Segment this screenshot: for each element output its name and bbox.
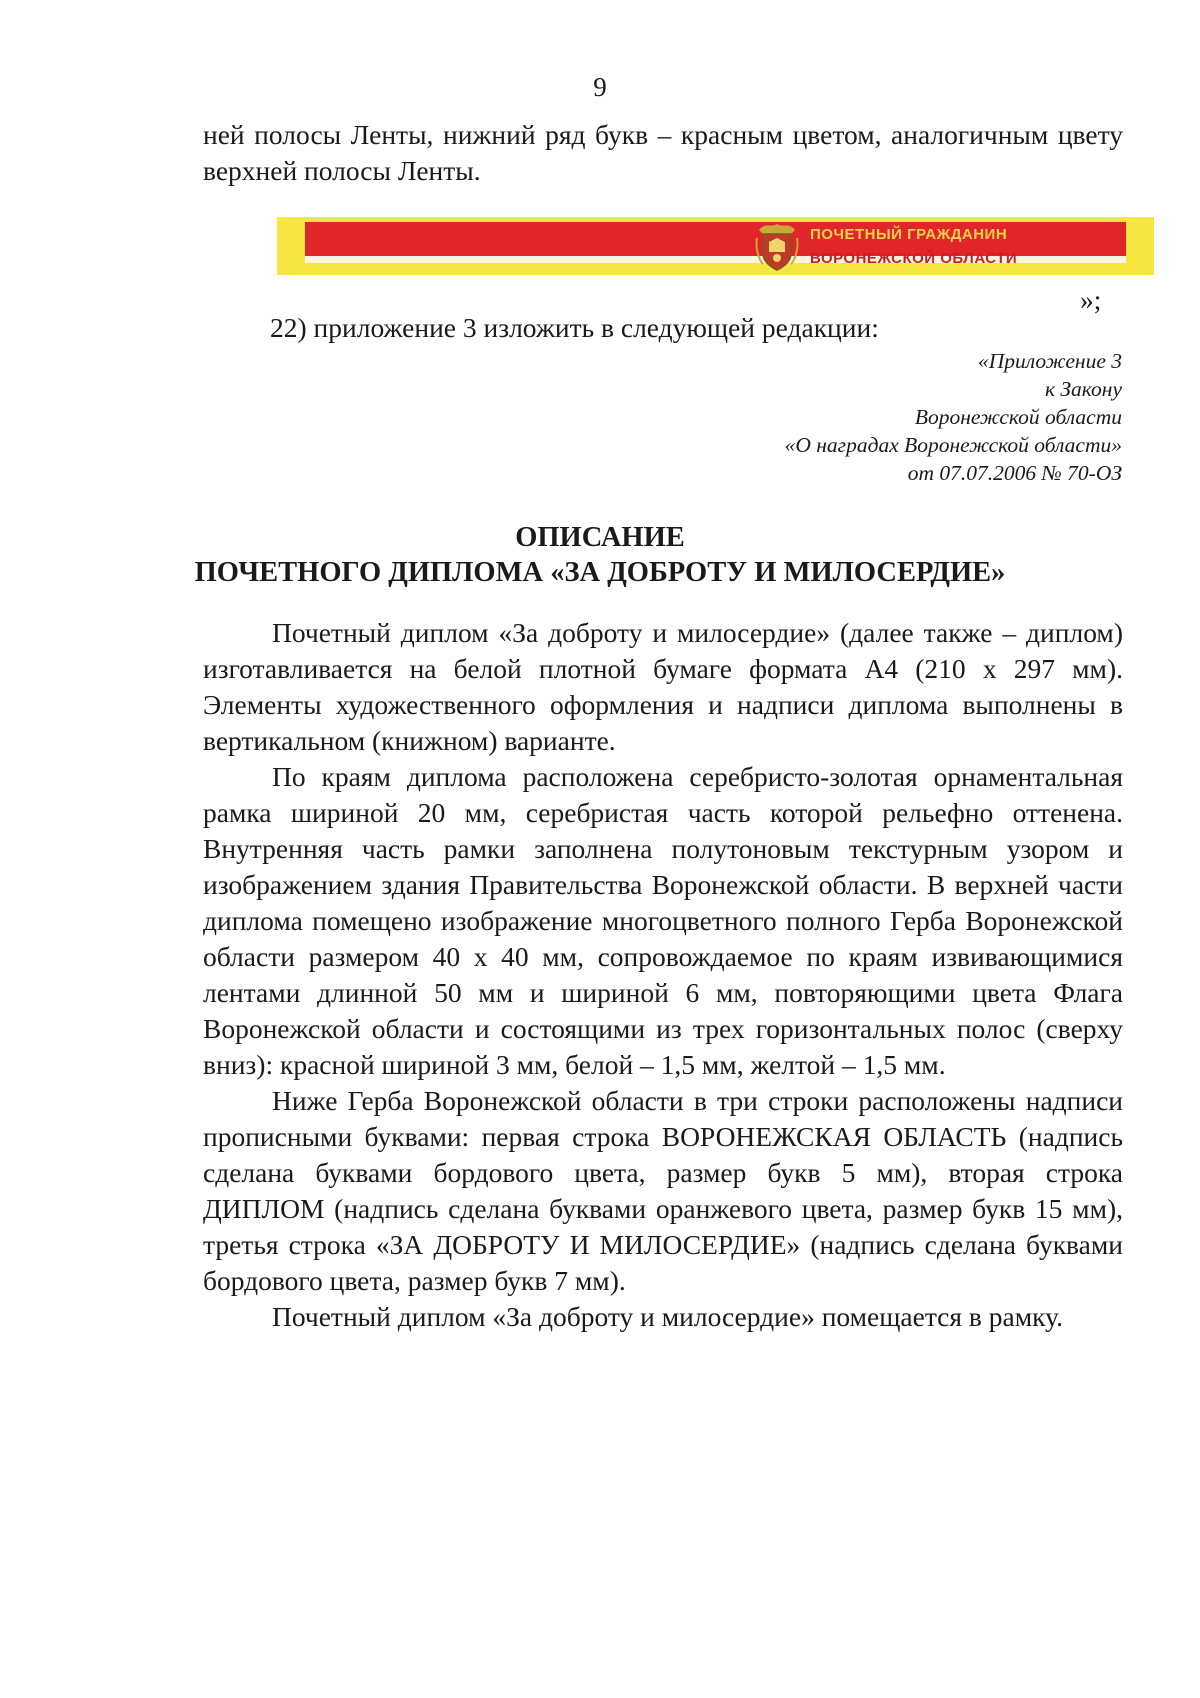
closing-quote: »; — [1080, 284, 1102, 315]
body-paragraph: Ниже Герба Воронежской области в три строки расположены надписи прописными буквами: первая строка ВОРОНЕЖСКАЯ ОБЛАСТЬ (надпись сделана буквами бордового цвета, размер букв 5 мм), вторая строка ДИПЛОМ (надпись сделана буквами оранжевого цвета, размер букв 15 мм), третья строка «ЗА ДОБРОТУ И МИЛОСЕРДИЕ» (надпись сделана буквами бордового цвета, размер букв 7 мм). — [203, 1085, 1123, 1296]
heading-line: ОПИСАНИЕ — [515, 522, 685, 553]
body-paragraph: Почетный диплом «За доброту и милосердие» помещается в рамку. — [272, 1301, 1063, 1332]
appendix-reference — [785, 347, 1122, 487]
appendix-ref-line: «Приложение 3 — [978, 349, 1122, 373]
section-heading — [0, 520, 1200, 590]
ribbon-title-line1: ПОЧЕТНЫЙ ГРАЖДАНИН — [810, 226, 1008, 243]
continuation-paragraph: ней полосы Ленты, нижний ряд букв – красным цветом, аналогичным цвету верхней полосы Ленты. — [203, 119, 1123, 186]
body-paragraph: По краям диплома расположена серебристо-золотая орнаментальная рамка шириной 20 мм, серебристая часть которой рельефно оттенена. Внутренняя часть рамки заполнена полутоновым текстурным узором и изображением здания Правительства Воронежской области. В верхней части диплома помещено изображение многоцветного полного Герба Воронежской области размером 40 х 40 мм, сопровождаемое по краям извивающимися лентами длинной 50 мм и шириной 6 мм, повторяющими цвета Флага Воронежской области и состоящими из трех горизонтальных полос (сверху вниз): красной шириной 3 мм, белой – 1,5 мм, желтой – 1,5 мм. — [203, 761, 1123, 1080]
appendix-ref-line: от 07.07.2006 № 70-ОЗ — [907, 461, 1122, 485]
amendment-item: 22) приложение 3 изложить в следующей редакции: — [270, 312, 879, 343]
appendix-ref-line: к Закону — [1044, 377, 1122, 401]
appendix-ref-line: «О наградах Воронежской области» — [784, 433, 1122, 457]
appendix-ref-line: Воронежской области — [914, 405, 1122, 429]
honorary-citizen-ribbon — [277, 217, 1154, 275]
page-number: 9 — [593, 72, 607, 102]
ribbon-title-line2: ВОРОНЕЖСКОЙ ОБЛАСТИ — [810, 250, 1018, 267]
heading-line: ПОЧЕТНОГО ДИПЛОМА «ЗА ДОБРОТУ И МИЛОСЕРДИЕ» — [194, 557, 1006, 588]
description-body — [203, 615, 1123, 1335]
body-paragraph: Почетный диплом «За доброту и милосердие» (далее также – диплом) изготавливается на белой плотной бумаге формата А4 (210 х 297 мм). Элементы художественного оформления и надписи диплома выполнены в вертикальном (книжном) варианте. — [203, 617, 1123, 756]
coat-of-arms-icon — [755, 220, 799, 272]
